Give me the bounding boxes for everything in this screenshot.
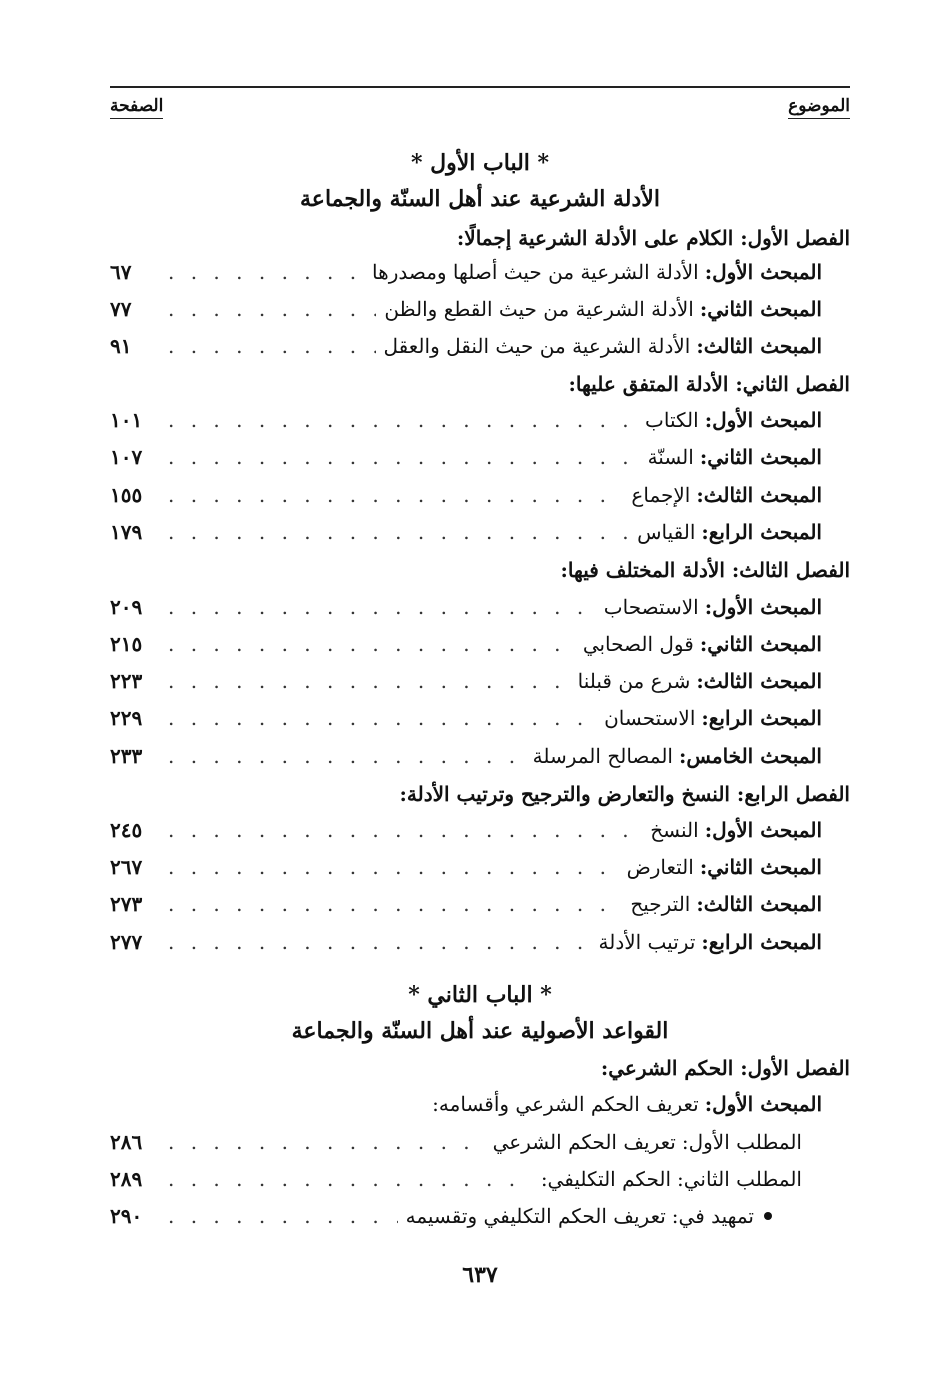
toc-entry [110, 892, 822, 926]
entry-page: ٢٣٣ [110, 744, 143, 768]
entry-label: المبحث الرابع: [701, 706, 822, 730]
entry-label: المبحث الثالث: [696, 334, 822, 358]
entry-title: الاستصحاب [603, 595, 699, 619]
leader-dots [168, 595, 596, 619]
entry-label: المبحث الأول: [704, 260, 822, 284]
header-page: الصفحة [110, 96, 163, 119]
entry-label: تمهيد في: [671, 1204, 754, 1228]
toc-entry [110, 818, 822, 852]
entry-title: شرع من قبلنا [577, 669, 691, 693]
entry-page: ٧٧ [110, 297, 132, 321]
toc-entry [110, 260, 822, 294]
toc-entry [110, 632, 822, 666]
entry-title: الاستحسان [604, 706, 696, 730]
entry-label: المبحث الثاني: [699, 855, 822, 879]
toc-page [110, 0, 850, 1377]
chapter-heading: الفصل الأول: الكلام على الأدلة الشرعية إجمالًا: [456, 226, 850, 250]
toc-entry [110, 520, 822, 554]
section-label: المبحث الأول: [704, 1092, 822, 1116]
entry-page: ٢٢٣ [110, 669, 143, 693]
leader-dots [168, 520, 629, 544]
leader-dots [168, 297, 376, 321]
leader-dots [168, 408, 637, 432]
chapter-heading: الفصل الأول: الحكم الشرعي: [600, 1056, 850, 1080]
leader-dots [168, 669, 570, 693]
entry-label: المطلب الأول: [681, 1130, 802, 1154]
leader-dots [168, 632, 575, 656]
entry-label: المبحث الثاني: [699, 632, 822, 656]
entry-title: السنّة [647, 445, 694, 469]
header-rule [110, 86, 850, 88]
toc-entry [110, 1167, 802, 1201]
entry-title: الإجماع [631, 483, 691, 507]
toc-entry [110, 744, 822, 778]
entry-page: ٢٢٩ [110, 706, 143, 730]
page-number: ٦٣٧ [462, 1262, 498, 1288]
toc-entry [110, 1130, 802, 1164]
entry-title: الأدلة الشرعية من حيث النقل والعقل [383, 334, 691, 358]
toc-entry [110, 669, 822, 703]
entry-page: ١٥٥ [110, 483, 143, 507]
leader-dots [168, 744, 525, 768]
leader-dots [168, 892, 622, 916]
part2-subtitle: القواعد الأصولية عند أهل السنّة والجماعة [291, 1018, 669, 1044]
entry-page: ١٧٩ [110, 520, 143, 544]
part2-title: * الباب الثاني * [408, 982, 552, 1008]
bullet-icon [764, 1212, 772, 1220]
entry-label: المبحث الثاني: [699, 445, 822, 469]
leader-dots [168, 334, 376, 358]
entry-page: ١٠١ [110, 408, 143, 432]
chapter-heading: الفصل الثالث: الأدلة المختلف فيها: [560, 558, 850, 582]
toc-entry [110, 1204, 772, 1238]
leader-dots [168, 1167, 533, 1191]
leader-dots [168, 1130, 485, 1154]
toc-entry [110, 855, 822, 889]
entry-page: ٩١ [110, 334, 132, 358]
entry-page: ٢٠٩ [110, 595, 143, 619]
entry-title: النسخ [650, 818, 699, 842]
leader-dots [168, 930, 591, 954]
entry-title: ترتيب الأدلة [598, 930, 696, 954]
section-heading [110, 1092, 822, 1126]
entry-title: الترجيح [630, 892, 691, 916]
entry-label: المبحث الثالث: [696, 669, 822, 693]
entry-page: ٢٩٠ [110, 1204, 143, 1228]
entry-title: قول الصحابي [582, 632, 694, 656]
chapter-heading: الفصل الثاني: الأدلة المتفق عليها: [568, 372, 850, 396]
entry-title: الأدلة الشرعية من حيث أصلها ومصدرها [372, 260, 699, 284]
entry-label: المبحث الرابع: [701, 520, 822, 544]
chapter-heading: الفصل الرابع: النسخ والتعارض والترجيح وترتيب الأدلة: [399, 782, 850, 806]
entry-page: ١٠٧ [110, 445, 143, 469]
entry-title: تعريف الحكم الشرعي [492, 1130, 676, 1154]
entry-page: ٢٨٩ [110, 1167, 143, 1191]
toc-entry [110, 334, 822, 368]
toc-entry [110, 930, 822, 964]
part1-subtitle: الأدلة الشرعية عند أهل السنّة والجماعة [300, 186, 660, 212]
entry-label: المبحث الأول: [704, 408, 822, 432]
toc-entry [110, 706, 822, 740]
entry-title: تعريف الحكم التكليفي وتقسيمه [405, 1204, 666, 1228]
leader-dots [168, 483, 623, 507]
entry-page: ٦٧ [110, 260, 132, 284]
entry-title: الكتاب [645, 408, 699, 432]
entry-title: الحكم التكليفي: [540, 1167, 671, 1191]
entry-label: المبحث الأول: [704, 595, 822, 619]
toc-entry [110, 408, 822, 442]
toc-entry [110, 595, 822, 629]
section-title: تعريف الحكم الشرعي وأقسامه: [432, 1092, 699, 1116]
entry-title: التعارض [626, 855, 694, 879]
toc-entry [110, 445, 822, 479]
entry-title: الأدلة الشرعية من حيث القطع والظن [384, 297, 694, 321]
entry-page: ٢٦٧ [110, 855, 143, 879]
entry-title: المصالح المرسلة [532, 744, 673, 768]
entry-page: ٢١٥ [110, 632, 143, 656]
leader-dots [168, 260, 364, 284]
entry-label: المطلب الثاني: [677, 1167, 802, 1191]
entry-label: المبحث الثالث: [696, 892, 822, 916]
leader-dots [168, 706, 596, 730]
entry-label: المبحث الأول: [704, 818, 822, 842]
entry-page: ٢٤٥ [110, 818, 143, 842]
toc-entry [110, 483, 822, 517]
leader-dots [168, 445, 640, 469]
entry-page: ٢٧٣ [110, 892, 143, 916]
toc-entry [110, 297, 822, 331]
entry-label: المبحث الرابع: [701, 930, 822, 954]
entry-title: القياس [637, 520, 696, 544]
leader-dots [168, 855, 619, 879]
header-subject: الموضوع [788, 96, 850, 119]
entry-label: المبحث الثاني: [699, 297, 822, 321]
part1-title: * الباب الأول * [410, 150, 550, 176]
leader-dots [168, 818, 642, 842]
entry-label: المبحث الخامس: [678, 744, 822, 768]
entry-page: ٢٨٦ [110, 1130, 143, 1154]
entry-label: المبحث الثالث: [696, 483, 822, 507]
entry-page: ٢٧٧ [110, 930, 143, 954]
leader-dots [168, 1204, 398, 1228]
